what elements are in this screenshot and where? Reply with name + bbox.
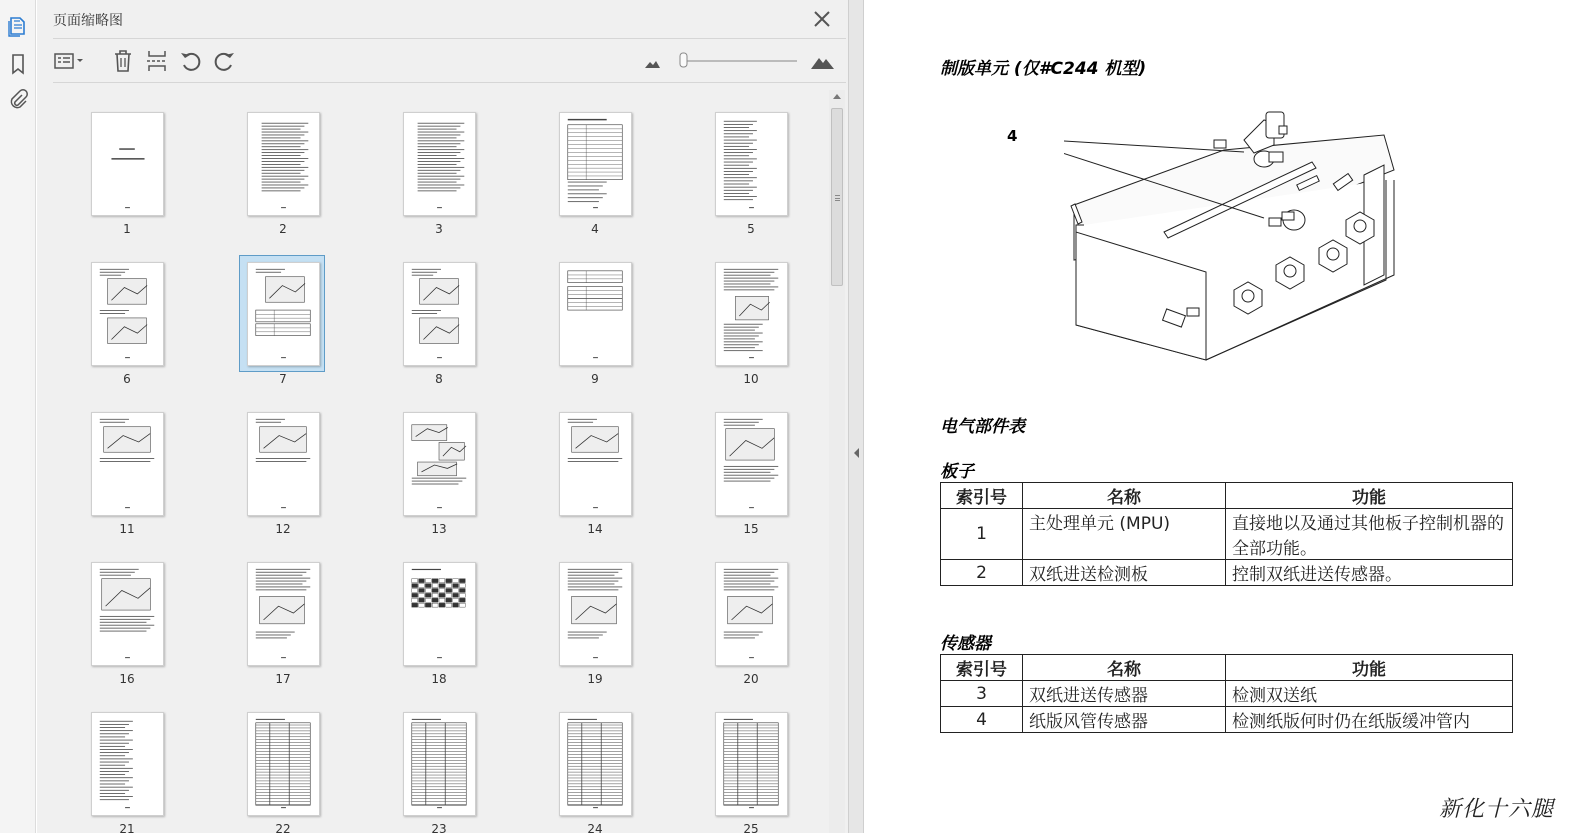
printing-unit-diagram	[1064, 100, 1404, 365]
page-thumbnail-9[interactable]	[535, 240, 655, 386]
thumbnail-image	[91, 562, 164, 666]
rotate-counterclockwise-icon	[179, 49, 203, 73]
page-number: 19	[587, 672, 603, 686]
boards-title: 板子	[940, 462, 974, 482]
column-header: 索引号	[941, 483, 1023, 509]
page-number: 11	[119, 522, 135, 536]
page-thumbnail-4[interactable]	[535, 90, 655, 236]
thumbnail-image	[403, 112, 476, 216]
panel-splitter[interactable]	[848, 0, 864, 833]
page-thumbnail-5[interactable]	[691, 90, 811, 236]
thumbnail-image	[247, 712, 320, 816]
sensors-table	[940, 654, 1513, 733]
document-page	[864, 0, 1569, 833]
page-thumbnail-1[interactable]	[67, 90, 187, 236]
page-number: 5	[747, 222, 755, 236]
page-thumbnails-panel	[37, 0, 848, 833]
thumbnail-toolbar	[37, 40, 848, 82]
function-cell: 直接地以及通过其他板子控制机器的全部功能。	[1226, 509, 1513, 560]
thumbnail-image	[559, 562, 632, 666]
page-thumbnail-2[interactable]	[223, 90, 343, 236]
page-number: 12	[275, 522, 291, 536]
thumbnail-options-button[interactable]	[53, 48, 87, 74]
thumbnail-image	[403, 562, 476, 666]
thumbnail-image	[403, 412, 476, 516]
page-number: 10	[743, 372, 759, 386]
thumbnail-image	[715, 262, 788, 366]
page-thumbnail-20[interactable]	[691, 540, 811, 686]
table-row	[941, 560, 1513, 586]
page-number: 14	[587, 522, 603, 536]
page-number: 18	[431, 672, 447, 686]
column-header: 名称	[1023, 655, 1226, 681]
thumbnail-options-icon	[53, 51, 87, 71]
page-thumbnail-23[interactable]	[379, 690, 499, 833]
page-thumbnail-6[interactable]	[67, 240, 187, 386]
table-row	[941, 707, 1513, 733]
thumbnail-image	[559, 412, 632, 516]
page-thumbnail-15[interactable]	[691, 390, 811, 536]
thumbnail-image	[559, 262, 632, 366]
index-cell: 1	[941, 509, 1023, 560]
index-cell: 4	[941, 707, 1023, 733]
thumbnail-image	[403, 712, 476, 816]
parts-table-title: 电气部件表	[940, 417, 1025, 437]
page-number: 8	[435, 372, 443, 386]
collapse-panel-arrow-icon[interactable]	[854, 448, 859, 458]
vertical-scrollbar[interactable]	[829, 90, 845, 833]
thumbnail-image	[559, 112, 632, 216]
column-header: 名称	[1023, 483, 1226, 509]
page-thumbnail-7[interactable]	[223, 240, 343, 386]
zoom-slider-handle[interactable]	[680, 53, 687, 67]
function-cell: 检测纸版何时仍在纸版缓冲管内	[1226, 707, 1513, 733]
thumbnail-image	[91, 412, 164, 516]
page-number: 23	[431, 822, 447, 833]
insert-pages-icon	[146, 49, 168, 73]
diagram-callout-label: 4	[1007, 127, 1018, 145]
mountain-small-icon[interactable]	[645, 61, 660, 68]
name-cell: 双纸进送传感器	[1023, 681, 1226, 707]
page-number: 7	[279, 372, 287, 386]
divider	[53, 82, 846, 83]
thumbnail-image	[715, 112, 788, 216]
column-header: 索引号	[941, 655, 1023, 681]
watermark: 新化十六腿	[1439, 797, 1555, 822]
page-number: 17	[275, 672, 291, 686]
page-number: 20	[743, 672, 759, 686]
index-cell: 3	[941, 681, 1023, 707]
sensors-title: 传感器	[940, 634, 991, 654]
thumbnail-image	[247, 562, 320, 666]
page-thumbnail-19[interactable]	[535, 540, 655, 686]
column-header: 功能	[1226, 483, 1513, 509]
table-row	[941, 509, 1513, 560]
rotate-clockwise-button[interactable]	[211, 48, 237, 74]
page-number: 9	[591, 372, 599, 386]
rotate-counterclockwise-button[interactable]	[178, 48, 204, 74]
page-number: 24	[587, 822, 603, 833]
scrollbar-thumb[interactable]	[831, 108, 843, 286]
page-thumbnail-13[interactable]	[379, 390, 499, 536]
thumbnail-image	[403, 262, 476, 366]
page-thumbnail-21[interactable]	[67, 690, 187, 833]
page-number: 3	[435, 222, 443, 236]
page-thumbnail-25[interactable]	[691, 690, 811, 833]
page-thumbnail-11[interactable]	[67, 390, 187, 536]
thumbnail-image	[559, 712, 632, 816]
thumbnail-image	[715, 412, 788, 516]
divider	[53, 38, 846, 39]
page-number: 22	[275, 822, 291, 833]
column-header: 功能	[1226, 655, 1513, 681]
page-number: 21	[119, 822, 135, 833]
name-cell: 主处理单元 (MPU)	[1023, 509, 1226, 560]
page-number: 13	[431, 522, 447, 536]
page-thumbnail-17[interactable]	[223, 540, 343, 686]
bookmark-icon[interactable]	[4, 50, 32, 78]
thumbnail-image	[91, 712, 164, 816]
name-cell: 双纸进送检测板	[1023, 560, 1226, 586]
rotate-clockwise-icon	[212, 49, 236, 73]
page-thumbnail-14[interactable]	[535, 390, 655, 536]
page-number: 25	[743, 822, 759, 833]
grip-icon	[835, 195, 840, 201]
page-number: 2	[279, 222, 287, 236]
function-cell: 控制双纸进送传感器。	[1226, 560, 1513, 586]
delete-pages-button[interactable]	[111, 48, 135, 74]
index-cell: 2	[941, 560, 1023, 586]
page-thumbnail-24[interactable]	[535, 690, 655, 833]
thumbnail-grid	[37, 90, 829, 833]
thumbnail-image	[715, 712, 788, 816]
function-cell: 检测双送纸	[1226, 681, 1513, 707]
page-thumbnail-10[interactable]	[691, 240, 811, 386]
panel-header	[37, 0, 848, 38]
thumbnail-image	[247, 412, 320, 516]
page-number: 1	[123, 222, 131, 236]
page-thumbnail-16[interactable]	[67, 540, 187, 686]
page-thumbnail-18[interactable]	[379, 540, 499, 686]
page-thumbnail-12[interactable]	[223, 390, 343, 536]
thumbnail-image	[247, 112, 320, 216]
thumbnail-image	[91, 112, 164, 216]
thumbnail-image	[715, 562, 788, 666]
name-cell: 纸版风管传感器	[1023, 707, 1226, 733]
thumbnail-zoom-control	[643, 48, 835, 74]
attachment-icon[interactable]	[4, 86, 32, 114]
pages-icon[interactable]	[4, 12, 32, 40]
page-number: 6	[123, 372, 131, 386]
panel-title: 页面缩略图	[53, 13, 123, 29]
navigation-rail	[0, 0, 36, 833]
page-thumbnail-3[interactable]	[379, 90, 499, 236]
thumbnail-image	[247, 262, 320, 366]
page-number: 15	[743, 522, 759, 536]
page-number: 16	[119, 672, 135, 686]
trash-icon	[112, 49, 134, 73]
section-title: 制版单元 (仅#C244 机型)	[940, 59, 1147, 79]
close-icon	[809, 6, 835, 32]
thumbnail-image	[91, 262, 164, 366]
insert-pages-button[interactable]	[145, 48, 169, 74]
page-thumbnail-8[interactable]	[379, 240, 499, 386]
mountain-large-icon[interactable]	[811, 58, 834, 69]
boards-table	[940, 482, 1513, 586]
close-panel-button[interactable]	[809, 6, 835, 32]
table-row	[941, 681, 1513, 707]
page-thumbnail-22[interactable]	[223, 690, 343, 833]
scroll-up-arrow-icon[interactable]	[833, 94, 841, 99]
page-number: 4	[591, 222, 599, 236]
